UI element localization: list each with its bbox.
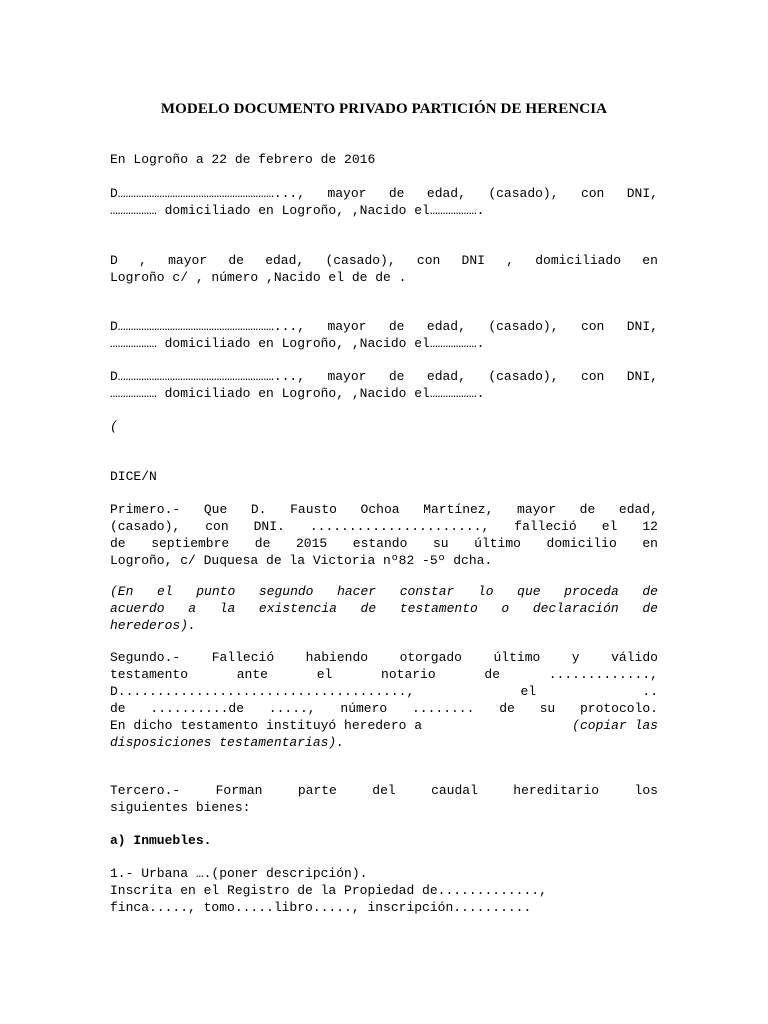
word: D……………………………………………………...,	[110, 186, 306, 201]
word: testamento	[399, 601, 478, 616]
urbana-line-3: finca....., tomo.....libro....., inscripción..........	[110, 900, 532, 915]
word: hacer	[337, 584, 377, 599]
word: último	[493, 650, 541, 665]
party-3-line-1	[110, 318, 658, 335]
note-line-3: herederos).	[110, 618, 196, 633]
word: ante	[236, 667, 268, 682]
word: Segundo.-	[110, 650, 181, 665]
word: DNI,	[626, 319, 658, 334]
word: Martínez,	[423, 502, 494, 517]
party-1	[110, 185, 658, 219]
word: ........	[411, 701, 475, 716]
word: con	[580, 186, 605, 201]
word: Que	[203, 502, 228, 517]
word: a	[188, 601, 197, 616]
word: número	[340, 701, 388, 716]
segundo-line-1	[110, 649, 658, 666]
word: edad,	[426, 186, 466, 201]
word: 12	[642, 519, 658, 534]
urbana-paragraph	[110, 865, 658, 916]
document-title: MODELO DOCUMENTO PRIVADO PARTICIÓN DE HERENCIA	[160, 101, 608, 117]
word: otorgado	[399, 650, 462, 665]
segundo-line-5	[110, 717, 658, 734]
word: caudal	[431, 783, 478, 798]
word: el	[601, 519, 618, 534]
word: segundo	[258, 584, 314, 599]
word: D……………………………………………………...,	[110, 319, 306, 334]
word: de	[110, 536, 126, 551]
primero-line-1	[110, 501, 658, 518]
word: la	[219, 601, 236, 616]
word: lo	[477, 584, 494, 599]
word: ..........de	[150, 701, 245, 716]
primero-line-4: Logroño, c/ Duquesa de la Victoria nº82 -5º dcha.	[110, 553, 493, 568]
date-line: En Logroño a 22 de febrero de 2016	[110, 152, 376, 167]
party-2	[110, 252, 658, 286]
note-line-1	[110, 583, 658, 600]
word: de	[360, 601, 377, 616]
tercero-line-1	[110, 782, 658, 799]
word: Ochoa	[360, 502, 400, 517]
party-4-line-1	[110, 368, 658, 385]
word: (casado),	[488, 319, 559, 334]
urbana-line-1: 1.- Urbana ….(poner descripción).	[110, 866, 368, 881]
word: de	[484, 667, 500, 682]
party-1-line-2: ……………… domiciliado en Logroño, ,Nacido el……………….	[110, 203, 485, 218]
word: el	[520, 684, 537, 699]
segundo-line-4	[110, 700, 658, 717]
word: ......................,	[309, 519, 490, 534]
word: D.....................................,	[110, 684, 415, 699]
party-4-line-2: ……………… domiciliado en Logroño, ,Nacido el……………….	[110, 386, 485, 401]
word: proceda	[564, 584, 619, 599]
word: declaración	[532, 601, 619, 616]
word: .....,	[268, 701, 316, 716]
word: edad,	[426, 319, 466, 334]
word: .............,	[548, 667, 658, 682]
word: mayor	[327, 369, 367, 384]
word: constar	[399, 584, 455, 599]
party-2-line-2: Logroño c/ , número ,Nacido el de de .	[110, 270, 407, 285]
word: 2015	[295, 536, 328, 551]
note-paragraph	[110, 583, 658, 634]
word: falleció	[514, 519, 577, 534]
word: de	[110, 701, 126, 716]
word: de	[499, 701, 515, 716]
word: existencia	[258, 601, 337, 616]
word: válido	[611, 650, 658, 665]
word: que	[517, 584, 541, 599]
word: de	[642, 584, 658, 599]
word: el	[157, 584, 173, 599]
word: (casado),	[110, 519, 181, 534]
word: D……………………………………………………...,	[110, 369, 306, 384]
word: con	[580, 369, 605, 384]
word: de	[388, 369, 405, 384]
word: D.	[250, 502, 267, 517]
word: su	[539, 701, 556, 716]
word: de	[579, 502, 596, 517]
word: con	[580, 319, 605, 334]
note-line-2	[110, 600, 658, 617]
segundo-line-6: disposiciones testamentarias).	[110, 735, 345, 750]
word: mayor	[517, 502, 557, 517]
word: mayor	[327, 186, 367, 201]
word: hereditario	[513, 783, 600, 798]
word: septiembre	[151, 536, 230, 551]
word: (casado),	[488, 186, 559, 201]
word: del	[372, 783, 396, 798]
word: Primero.-	[110, 502, 181, 517]
segundo-line-3	[110, 683, 658, 700]
word: o	[501, 601, 510, 616]
inmuebles-heading: a) Inmuebles.	[110, 833, 212, 848]
word: (En	[110, 584, 134, 599]
word: los	[634, 783, 658, 798]
word: habiendo	[305, 650, 369, 665]
word: domicilio	[546, 536, 617, 551]
party-4	[110, 368, 658, 402]
segundo-line-5-text: En dicho testamento instituyó heredero a	[110, 718, 423, 733]
word: con	[205, 519, 229, 534]
segundo-line-5-italic: (copiar las	[572, 718, 658, 733]
word: Forman	[215, 783, 263, 798]
word: edad,	[426, 369, 466, 384]
word: de	[254, 536, 271, 551]
word: DNI,	[626, 186, 658, 201]
word: edad,	[618, 502, 658, 517]
party-2-line-1: D , mayor de edad, (casado), con DNI , domiciliado en	[110, 253, 658, 268]
segundo-line-2	[110, 666, 658, 683]
word: parte	[297, 783, 337, 798]
word: y	[571, 650, 580, 665]
word: de	[388, 319, 405, 334]
word: de	[388, 186, 405, 201]
primero-paragraph	[110, 501, 658, 569]
word: último	[474, 536, 521, 551]
tercero-paragraph	[110, 782, 658, 816]
tercero-line-2: siguientes bienes:	[110, 800, 251, 815]
word: el	[316, 667, 333, 682]
word: DNI.	[253, 519, 285, 534]
open-paren: (	[110, 419, 118, 434]
primero-line-2	[110, 518, 658, 535]
word: punto	[196, 584, 236, 599]
party-3-line-2: ……………… domiciliado en Logroño, ,Nacido el……………….	[110, 336, 485, 351]
word: su	[432, 536, 449, 551]
segundo-paragraph	[110, 649, 658, 751]
urbana-line-2: Inscrita en el Registro de la Propiedad de.............,	[110, 883, 547, 898]
word: mayor	[327, 319, 367, 334]
word: Falleció	[211, 650, 275, 665]
word: de	[642, 601, 658, 616]
word: acuerdo	[110, 601, 165, 616]
word: en	[642, 536, 658, 551]
word: (casado),	[488, 369, 559, 384]
word: protocolo.	[579, 701, 658, 716]
dicen-heading: DICE/N	[110, 469, 157, 484]
word: testamento	[110, 667, 189, 682]
primero-line-3	[110, 535, 658, 552]
party-3	[110, 318, 658, 352]
word: notario	[381, 667, 436, 682]
word: ..	[642, 684, 658, 699]
word: Fausto	[290, 502, 337, 517]
word: estando	[352, 536, 408, 551]
word: DNI,	[626, 369, 658, 384]
word: Tercero.-	[110, 783, 181, 798]
party-1-line-1	[110, 185, 658, 202]
